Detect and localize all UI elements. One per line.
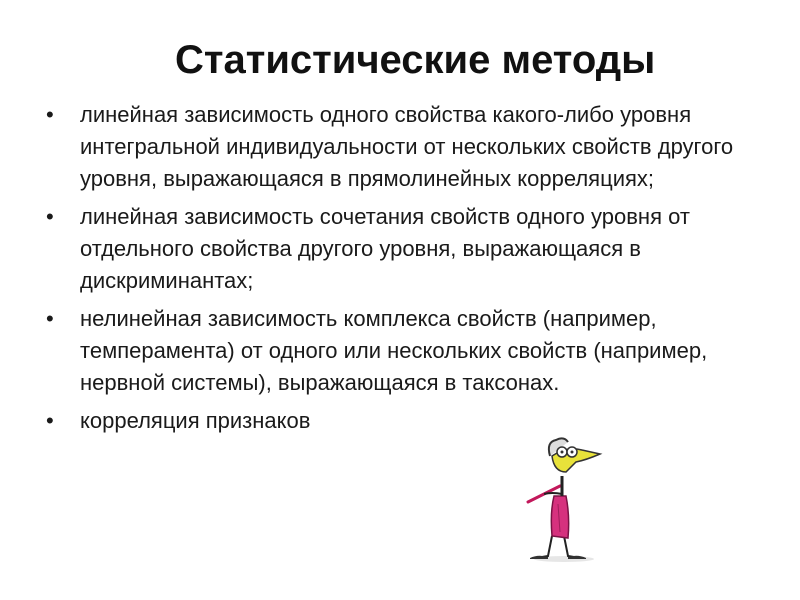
bullet-text: линейная зависимость сочетания свойств одного уровня от отдельного свойства другого уровня, выражающаяся в дискриминантах; [80,204,690,293]
bullet-item [44,405,764,437]
bullet-text: корреляция признаков [80,408,311,433]
cartoon-character-with-pointer-icon [522,432,606,564]
bullet-item [44,201,764,297]
bullet-item [44,99,764,195]
bullet-marker: • [46,102,54,127]
slide-title: Статистические методы [175,38,656,82]
bullet-text: линейная зависимость одного свойства какого-либо уровня интегральной индивидуальности от нескольких свойств другого уровня, выражающаяся в прямолинейных корреляциях; [80,102,734,191]
bullet-marker: • [46,306,54,331]
bullet-list [44,99,764,443]
bullet-item [44,303,764,399]
bullet-marker: • [46,204,54,229]
bullet-marker: • [46,408,54,433]
bullet-text: нелинейная зависимость комплекса свойств (например, темперамента) от одного или нескольких свойств (например, нервной системы), выражающаяся в таксонах. [80,306,708,395]
